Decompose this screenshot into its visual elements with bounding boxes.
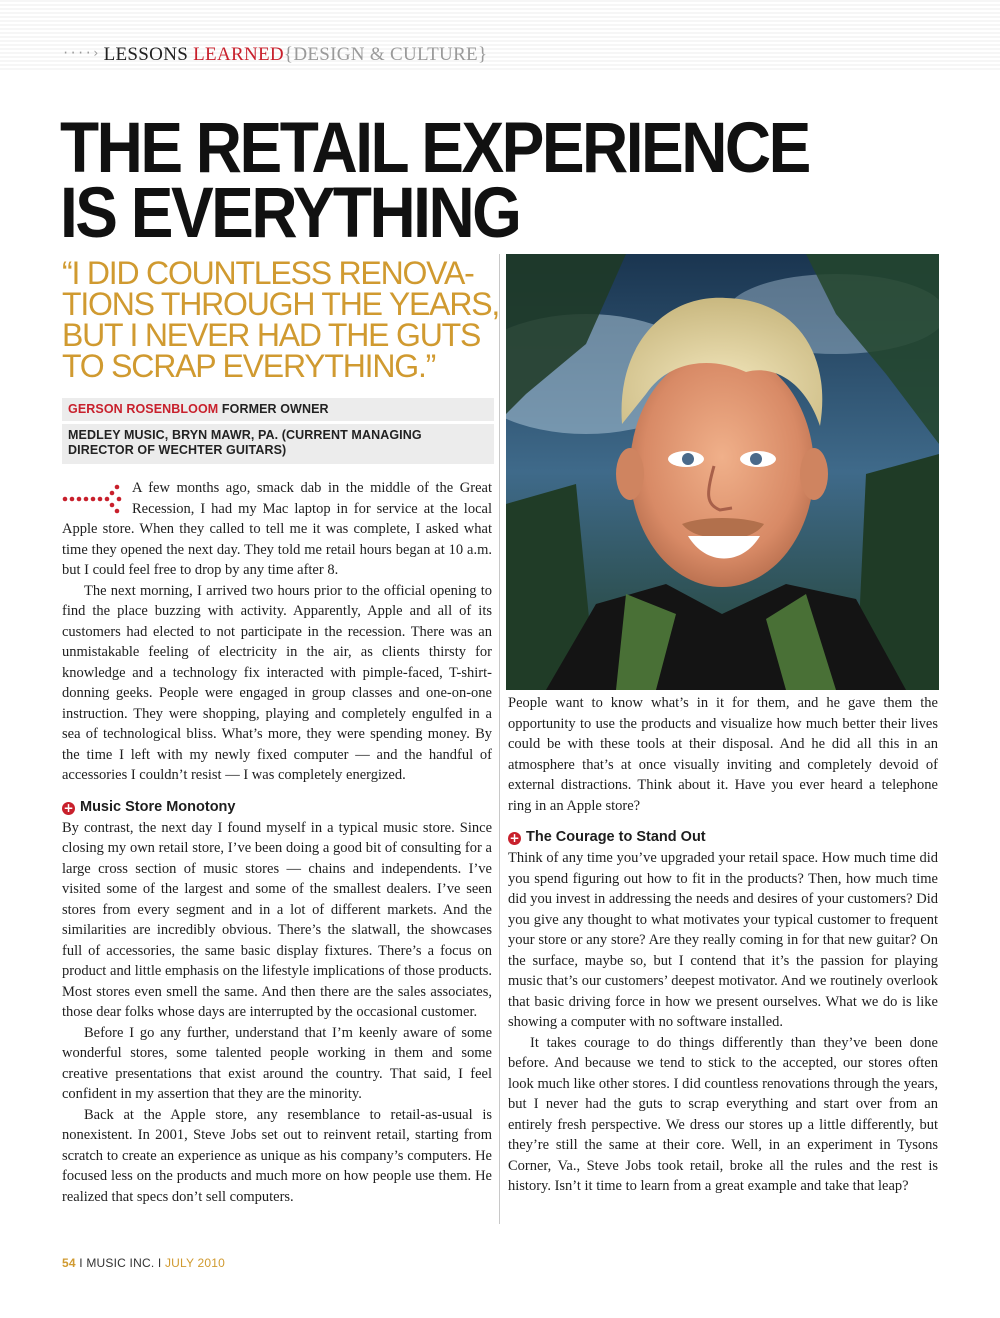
author-affiliation-box bbox=[62, 424, 494, 464]
article-column-left bbox=[62, 478, 492, 1207]
author-portrait-photo bbox=[506, 254, 939, 690]
page-number: 54 bbox=[62, 1256, 76, 1270]
section-label bbox=[62, 44, 487, 66]
author-affiliation: MEDLEY MUSIC, BRYN MAWR, PA. (CURRENT MANAGING DIRECTOR OF WECHTER GUITARS) bbox=[68, 428, 422, 457]
column-divider bbox=[499, 254, 500, 1224]
paragraph: A few months ago, smack dab in the middle of the Great Recession, I had my Mac laptop in for service at the local Apple store. When they called to tell me it was complete, I asked what time they opened the next day. They told me retail hours began at 10 a.m. but I could feel free to drop by any time after 8. bbox=[62, 480, 492, 578]
section-word-learned: LEARNED bbox=[193, 44, 284, 65]
dotted-arrow-icon: ····› bbox=[62, 46, 100, 60]
article-headline bbox=[60, 107, 960, 253]
author-name-box bbox=[62, 398, 494, 421]
issue-date: JULY 2010 bbox=[164, 1256, 226, 1270]
author-name: GERSON ROSENBLOOM bbox=[68, 402, 219, 416]
subheading: + The Courage to Stand Out bbox=[509, 829, 706, 845]
article-column-right bbox=[508, 693, 938, 1197]
paragraph: Think of any time you’ve upgraded your retail space. How much time did you spend figuring out how to fit in the products? Then, how much time did you invest in addressing the needs and desires of your customers? Did you give any thought to what motivates your typical customer to frequent your store or any store? Are they really coming in for that new guitar? On the surface, maybe so, but I contend that it’s the passion for playing music that’s our customers’ deepest motivator. And we routinely overlook that basic driving force in how we present ourselves. What we do is like showing a computer with no software installed. bbox=[508, 850, 938, 1030]
headline-line-1: THE RETAIL EXPERIENCE bbox=[60, 107, 809, 188]
pull-quote-line-1: “I DID COUNTLESS RENOVA- bbox=[62, 255, 474, 291]
pull-quote-line-2: TIONS THROUGH THE YEARS, bbox=[62, 286, 500, 322]
paragraph: Back at the Apple store, any resemblance to retail-as-usual is nonexistent. In 2001, Steve Jobs set out to reinvent retail, starting from scratch to create an experience as unique as his company’s computers. He focused less on the products and much more on how people use them. He realized that specs don’t sell computers. bbox=[62, 1106, 492, 1205]
section-category: {DESIGN & CULTURE} bbox=[283, 44, 488, 65]
paragraph: It takes courage to do things differently than they’ve been done before. And because we tend to stick to the accepted, our stores often look much like other stores. I did countless renovations through the years, but I never had the guts to scrap everything and start over from an entirely fresh perspective. We dress our stores up a little differently, but they’re still the same at their core. Well, in an experiment in Tysons Corner, Va., Steve Jobs took retail, broke all the rules and the rest is history. Isn’t it time to learn from a great example and take that leap? bbox=[508, 1034, 938, 1194]
author-role: FORMER OWNER bbox=[218, 402, 329, 416]
pull-quote-line-3: BUT I NEVER HAD THE GUTS bbox=[62, 317, 481, 353]
subheading: + Music Store Monotony bbox=[63, 798, 236, 815]
headline-line-2: IS EVERYTHING bbox=[60, 172, 520, 253]
pull-quote bbox=[62, 255, 502, 384]
section-word-lessons: LESSONS bbox=[103, 44, 189, 65]
paragraph: By contrast, the next day I found myself in a typical music store. Since closing my own retail store, I’ve been doing a good bit of consulting for a large cross section of music stores — chains and independents. I’ve visited some of the largest and some of the smallest dealers. I’ve seen stores from every segment and in a lot of different markets. And the similarities are incredibly obvious. There’s the slatwall, the showcases full of accessories, the same basic display fixtures. There’s a focus on product and little emphasis on the lifestyle implications of those products. Most stores even smell the same. And then there are the sales associates, those dear folks whose days are interrupted by the occasional customer. bbox=[62, 819, 492, 1020]
paragraph: Before I go any further, understand that I’m keenly aware of some wonderful stores, some talented people working in them and some creative presentations that exist around the country. That said, I feel confident in my assertion that they are the minority. bbox=[62, 1024, 492, 1102]
page-footer bbox=[62, 1256, 225, 1270]
publication-name: I MUSIC INC. I bbox=[75, 1256, 165, 1270]
pull-quote-line-4: TO SCRAP EVERYTHING.” bbox=[62, 348, 436, 384]
plus-circle-icon: + bbox=[63, 800, 74, 815]
paragraph: The next morning, I arrived two hours prior to the official opening to find the place buzzing with activity. Apparently, Apple and all of its customers had elected to not participate in the recession. There was an unmistakable feeling of electricity in the air, as clients thirsty for knowledge and a technology fix interacted with pimple-faced, T-shirt-donning geeks. People were engaged in group classes and one-on-one instruction. They were shopping, playing and completely engulfed in a sea of technological bliss. What’s more, they were spending money. By the time I left with my newly fixed computer — and the handful of accessories I couldn’t resist — I was completely energized. bbox=[62, 582, 492, 783]
paragraph: People want to know what’s in it for them, and he gave them the opportunity to use the products and visualize how much better their lives could be with these tools at their disposal. And he did all this in an atmosphere that’s at once visually inviting and completely devoid of external distractions. Think about it. Have you ever heard a telephone ring in an Apple store? bbox=[508, 695, 938, 814]
plus-circle-icon: + bbox=[509, 831, 520, 845]
dotted-arrow-icon bbox=[62, 482, 128, 518]
